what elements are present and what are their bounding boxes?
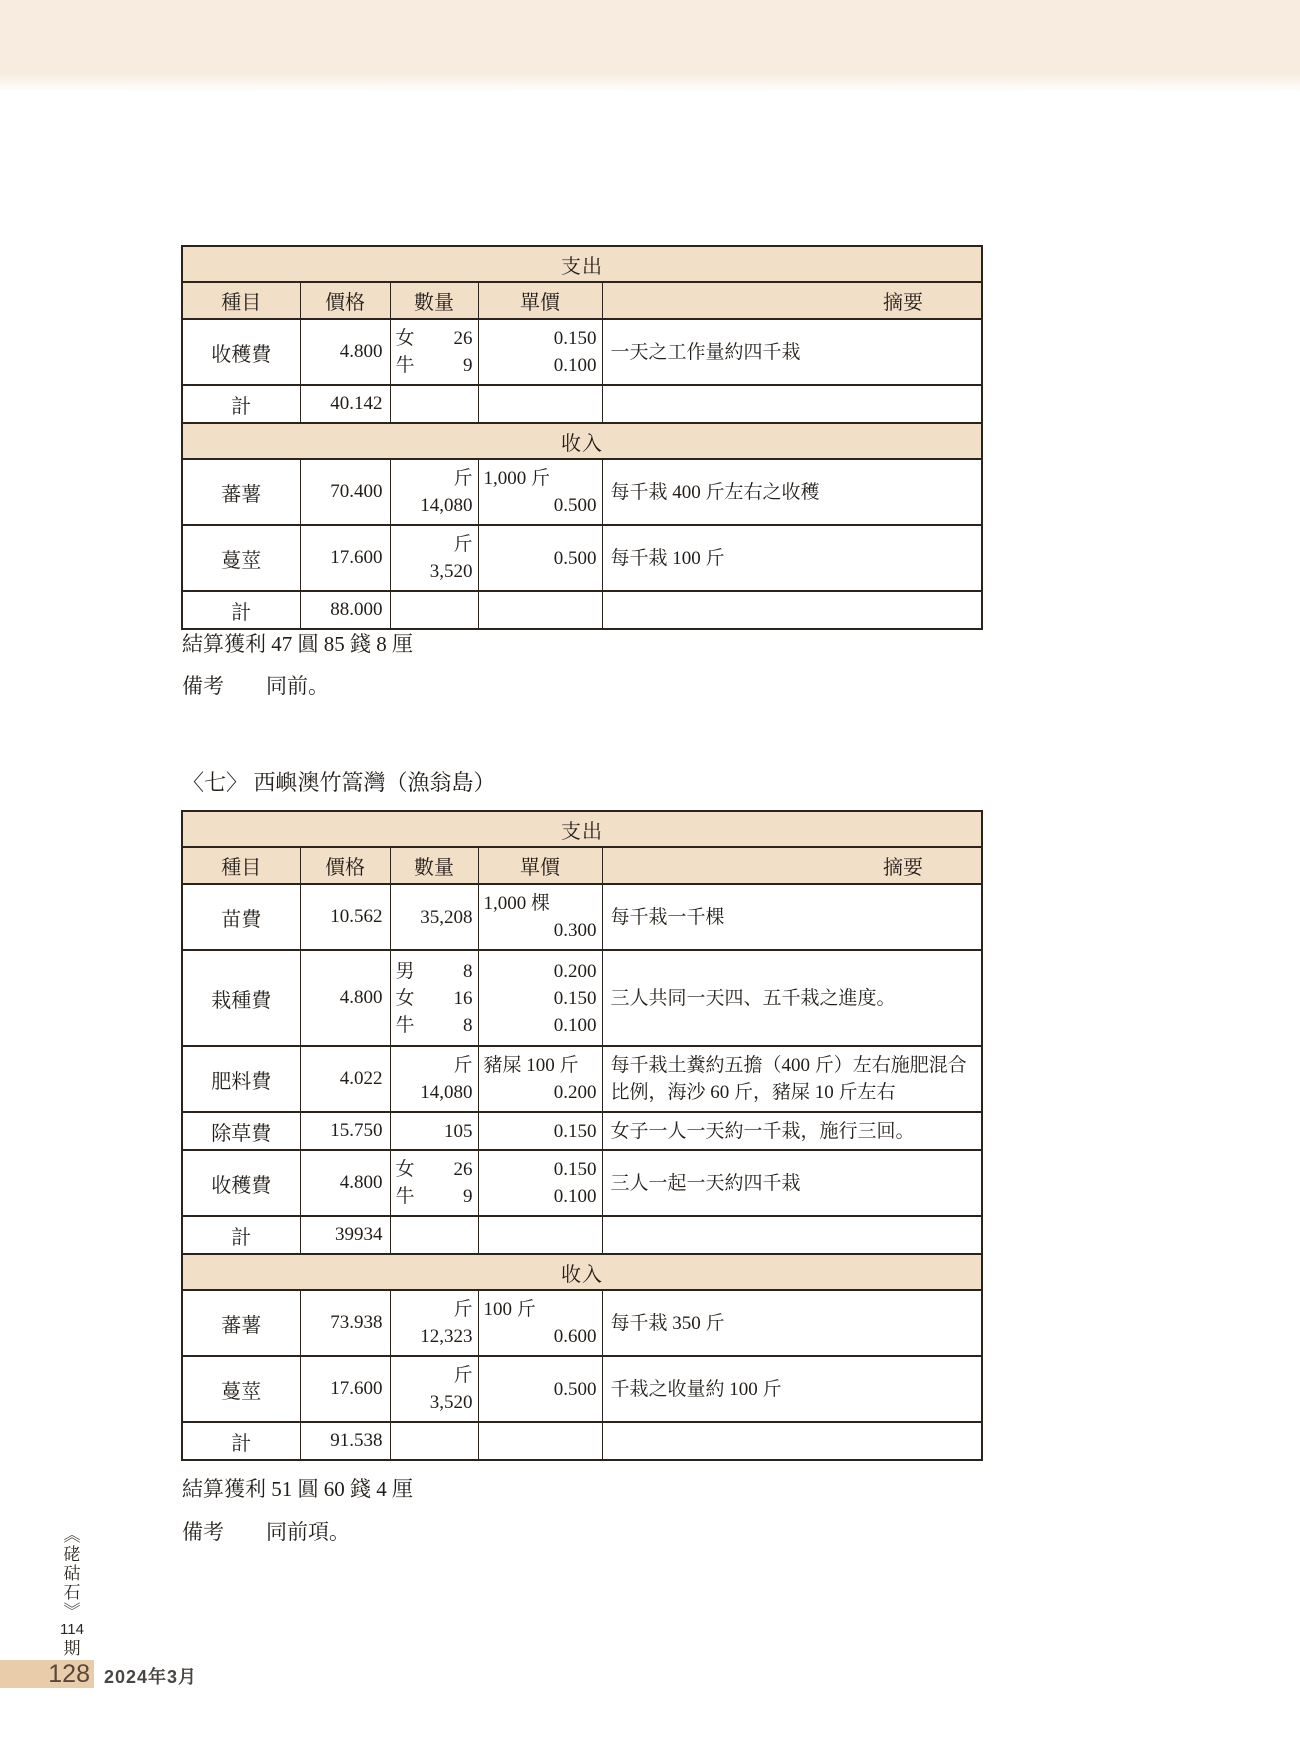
price-cell: 4.022 xyxy=(300,1046,390,1112)
price-cell: 70.400 xyxy=(300,459,390,525)
price-cell: 73.938 xyxy=(300,1290,390,1356)
empty-cell xyxy=(390,1216,478,1254)
column-header: 摘要 xyxy=(602,282,982,319)
unit-price-cell: 0.150 0.100 xyxy=(478,1150,602,1216)
item-cell: 苗費 xyxy=(182,884,300,950)
profit-summary-2: 結算獲利 51 圓 60 錢 4 厘 xyxy=(182,1477,413,1501)
journal-title-char: 𥑮 xyxy=(63,1564,81,1583)
empty-cell xyxy=(390,385,478,423)
summary-cell: 一天之工作量約四千栽 xyxy=(602,319,982,385)
unit-price-cell: 0.500 xyxy=(478,1356,602,1422)
quantity-cell: 35,208 xyxy=(390,884,478,950)
total-price-cell: 40.142 xyxy=(300,385,390,423)
page-number: 128 xyxy=(48,1659,90,1688)
column-header: 種目 xyxy=(182,282,300,319)
unit-price-cell: 100 斤 0.600 xyxy=(478,1290,602,1356)
empty-cell xyxy=(390,1422,478,1460)
summary-cell: 每千栽一千棵 xyxy=(602,884,982,950)
empty-cell xyxy=(602,1216,982,1254)
price-cell: 15.750 xyxy=(300,1112,390,1150)
note-label: 備考 xyxy=(182,674,224,698)
item-cell: 收穫費 xyxy=(182,319,300,385)
quantity-cell: 女 26 牛 9 xyxy=(390,319,478,385)
column-header: 單價 xyxy=(478,282,602,319)
unit-price-cell: 0.150 xyxy=(478,1112,602,1150)
item-cell: 蔓莖 xyxy=(182,525,300,591)
empty-cell xyxy=(478,1422,602,1460)
price-cell: 4.800 xyxy=(300,1150,390,1216)
note-label: 備考 xyxy=(182,1520,224,1544)
summary-cell: 三人共同一天四、五千栽之進度。 xyxy=(602,950,982,1046)
quantity-cell: 斤 12,323 xyxy=(390,1290,478,1356)
empty-cell xyxy=(478,385,602,423)
item-cell: 栽種費 xyxy=(182,950,300,1046)
note-line-1 xyxy=(182,670,329,700)
column-header: 數量 xyxy=(390,847,478,884)
price-cell: 4.800 xyxy=(300,319,390,385)
empty-cell xyxy=(478,591,602,629)
section-band: 收入 xyxy=(182,1254,982,1290)
column-header: 數量 xyxy=(390,282,478,319)
item-cell: 蕃薯 xyxy=(182,1290,300,1356)
summary-cell: 每千栽 400 斤左右之收穫 xyxy=(602,459,982,525)
profit-summary-1: 結算獲利 47 圓 85 錢 8 厘 xyxy=(182,632,413,656)
issue-unit: 期 xyxy=(63,1639,81,1658)
section-title: 〈七〉 西嶼澳竹篙灣（漁翁島） xyxy=(182,770,496,795)
summary-cell: 千栽之收量約 100 斤 xyxy=(602,1356,982,1422)
total-label-cell: 計 xyxy=(182,385,300,423)
page-number-bar xyxy=(0,1660,94,1688)
unit-price-cell: 0.200 0.150 0.100 xyxy=(478,950,602,1046)
summary-cell: 每千栽土糞約五擔（400 斤）左右施肥混合比例，海沙 60 斤，豬屎 10 斤左右 xyxy=(602,1046,982,1112)
total-label-cell: 計 xyxy=(182,1422,300,1460)
item-cell: 蕃薯 xyxy=(182,459,300,525)
journal-title-vertical xyxy=(55,1526,89,1658)
quantity-cell: 斤 14,080 xyxy=(390,1046,478,1112)
expense-income-table-2 xyxy=(181,810,983,1461)
journal-title-char: 硓 xyxy=(63,1545,81,1564)
summary-cell: 每千栽 100 斤 xyxy=(602,525,982,591)
unit-price-cell: 1,000 斤 0.500 xyxy=(478,459,602,525)
empty-cell xyxy=(390,591,478,629)
total-price-cell: 91.538 xyxy=(300,1422,390,1460)
section-band: 支出 xyxy=(182,246,982,282)
section-band: 支出 xyxy=(182,811,982,847)
unit-price-cell: 0.500 xyxy=(478,525,602,591)
issue-number: 114 xyxy=(60,1621,84,1638)
quantity-cell: 男 8 女 16 牛 8 xyxy=(390,950,478,1046)
summary-cell: 每千栽 350 斤 xyxy=(602,1290,982,1356)
journal-title-char: ︾ xyxy=(63,1602,81,1621)
total-price-cell: 39934 xyxy=(300,1216,390,1254)
price-cell: 17.600 xyxy=(300,525,390,591)
expense-income-table-1 xyxy=(181,245,983,630)
quantity-cell: 斤 3,520 xyxy=(390,525,478,591)
price-cell: 17.600 xyxy=(300,1356,390,1422)
summary-cell: 女子一人一天約一千栽，施行三回。 xyxy=(602,1112,982,1150)
summary-cell: 三人一起一天約四千栽 xyxy=(602,1150,982,1216)
issue-date: 2024年3月 xyxy=(104,1667,198,1687)
quantity-cell: 女 26 牛 9 xyxy=(390,1150,478,1216)
price-cell: 4.800 xyxy=(300,950,390,1046)
total-price-cell: 88.000 xyxy=(300,591,390,629)
unit-price-cell: 0.150 0.100 xyxy=(478,319,602,385)
empty-cell xyxy=(602,1422,982,1460)
top-margin-band xyxy=(0,0,1300,92)
note-text: 同前項。 xyxy=(266,1520,350,1544)
quantity-cell: 斤 3,520 xyxy=(390,1356,478,1422)
column-header: 種目 xyxy=(182,847,300,884)
note-text: 同前。 xyxy=(266,674,329,698)
quantity-cell: 斤 14,080 xyxy=(390,459,478,525)
quantity-cell: 105 xyxy=(390,1112,478,1150)
total-label-cell: 計 xyxy=(182,591,300,629)
journal-title-char: 石 xyxy=(63,1583,81,1602)
price-cell: 10.562 xyxy=(300,884,390,950)
journal-title-char: ︽ xyxy=(63,1526,81,1545)
item-cell: 收穫費 xyxy=(182,1150,300,1216)
note-line-2 xyxy=(182,1516,350,1546)
section-band: 收入 xyxy=(182,423,982,459)
total-label-cell: 計 xyxy=(182,1216,300,1254)
column-header: 價格 xyxy=(300,847,390,884)
empty-cell xyxy=(478,1216,602,1254)
item-cell: 除草費 xyxy=(182,1112,300,1150)
unit-price-cell: 1,000 棵 0.300 xyxy=(478,884,602,950)
column-header: 價格 xyxy=(300,282,390,319)
unit-price-cell: 豬屎 100 斤 0.200 xyxy=(478,1046,602,1112)
empty-cell xyxy=(602,591,982,629)
column-header: 單價 xyxy=(478,847,602,884)
column-header: 摘要 xyxy=(602,847,982,884)
item-cell: 蔓莖 xyxy=(182,1356,300,1422)
item-cell: 肥料費 xyxy=(182,1046,300,1112)
empty-cell xyxy=(602,385,982,423)
